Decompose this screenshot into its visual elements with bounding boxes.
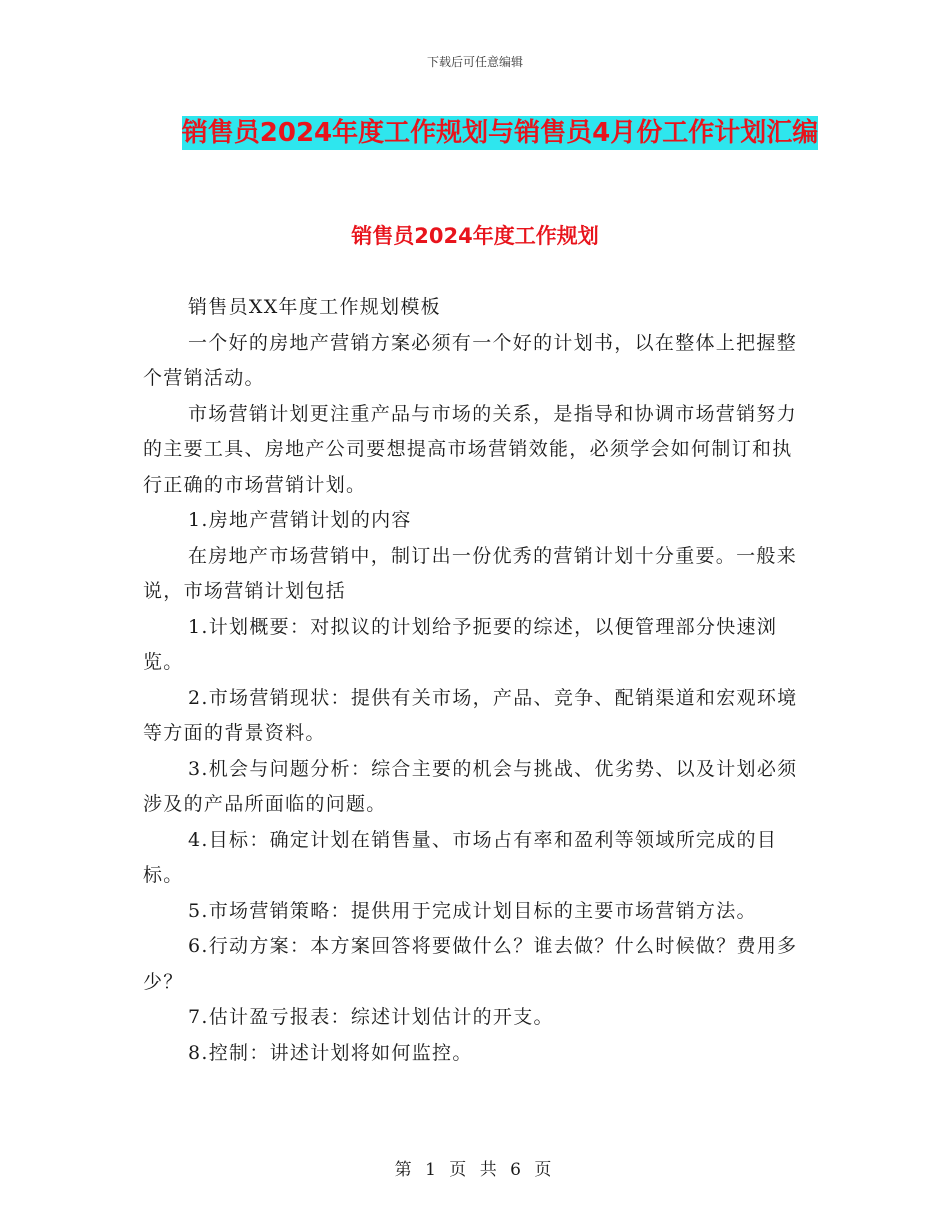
document-title-text: 销售员2024年度工作规划与销售员4月份工作计划汇编	[181, 118, 819, 148]
paragraph: 1.房地产营销计划的内容	[188, 509, 412, 531]
paragraph: 6.行动方案：本方案回答将要做什么？谁去做？什么时候做？费用多少？	[143, 935, 798, 993]
document-title	[120, 108, 880, 158]
paragraph: 一个好的房地产营销方案必须有一个好的计划书，以在整体上把握整个营销活动。	[143, 331, 798, 389]
paragraph: 2.市场营销现状：提供有关市场，产品、竞争、配销渠道和宏观环境等方面的背景资料。	[143, 686, 798, 744]
paragraph: 5.市场营销策略：提供用于完成计划目标的主要市场营销方法。	[188, 899, 757, 922]
paragraph: 市场营销计划更注重产品与市场的关系，是指导和协调市场营销努力的主要工具、房地产公司要想提高市场营销效能，必须学会如何制订和执行正确的市场营销计划。	[143, 402, 798, 496]
page-number: 第 1 页 共 6 页	[394, 1160, 556, 1180]
paragraph: 3.机会与问题分析：综合主要的机会与挑战、优劣势、以及计划必须涉及的产品所面临的问题。	[143, 757, 798, 815]
body-text	[143, 290, 803, 1071]
paragraph: 销售员XX年度工作规划模板	[188, 296, 441, 318]
section-heading: 销售员2024年度工作规划	[351, 224, 599, 248]
paragraph: 在房地产市场营销中，制订出一份优秀的营销计划十分重要。一般来说，市场营销计划包括	[143, 544, 798, 602]
paragraph: 4.目标：确定计划在销售量、市场占有率和盈利等领域所完成的目标。	[143, 828, 778, 886]
page-header-note: 下载后可任意编辑	[426, 55, 523, 69]
paragraph: 1.计划概要：对拟议的计划给予扼要的综述，以便管理部分快速浏览。	[143, 615, 778, 673]
paragraph: 8.控制：讲述计划将如何监控。	[188, 1041, 473, 1064]
paragraph: 7.估计盈亏报表：综述计划估计的开支。	[188, 1006, 554, 1028]
